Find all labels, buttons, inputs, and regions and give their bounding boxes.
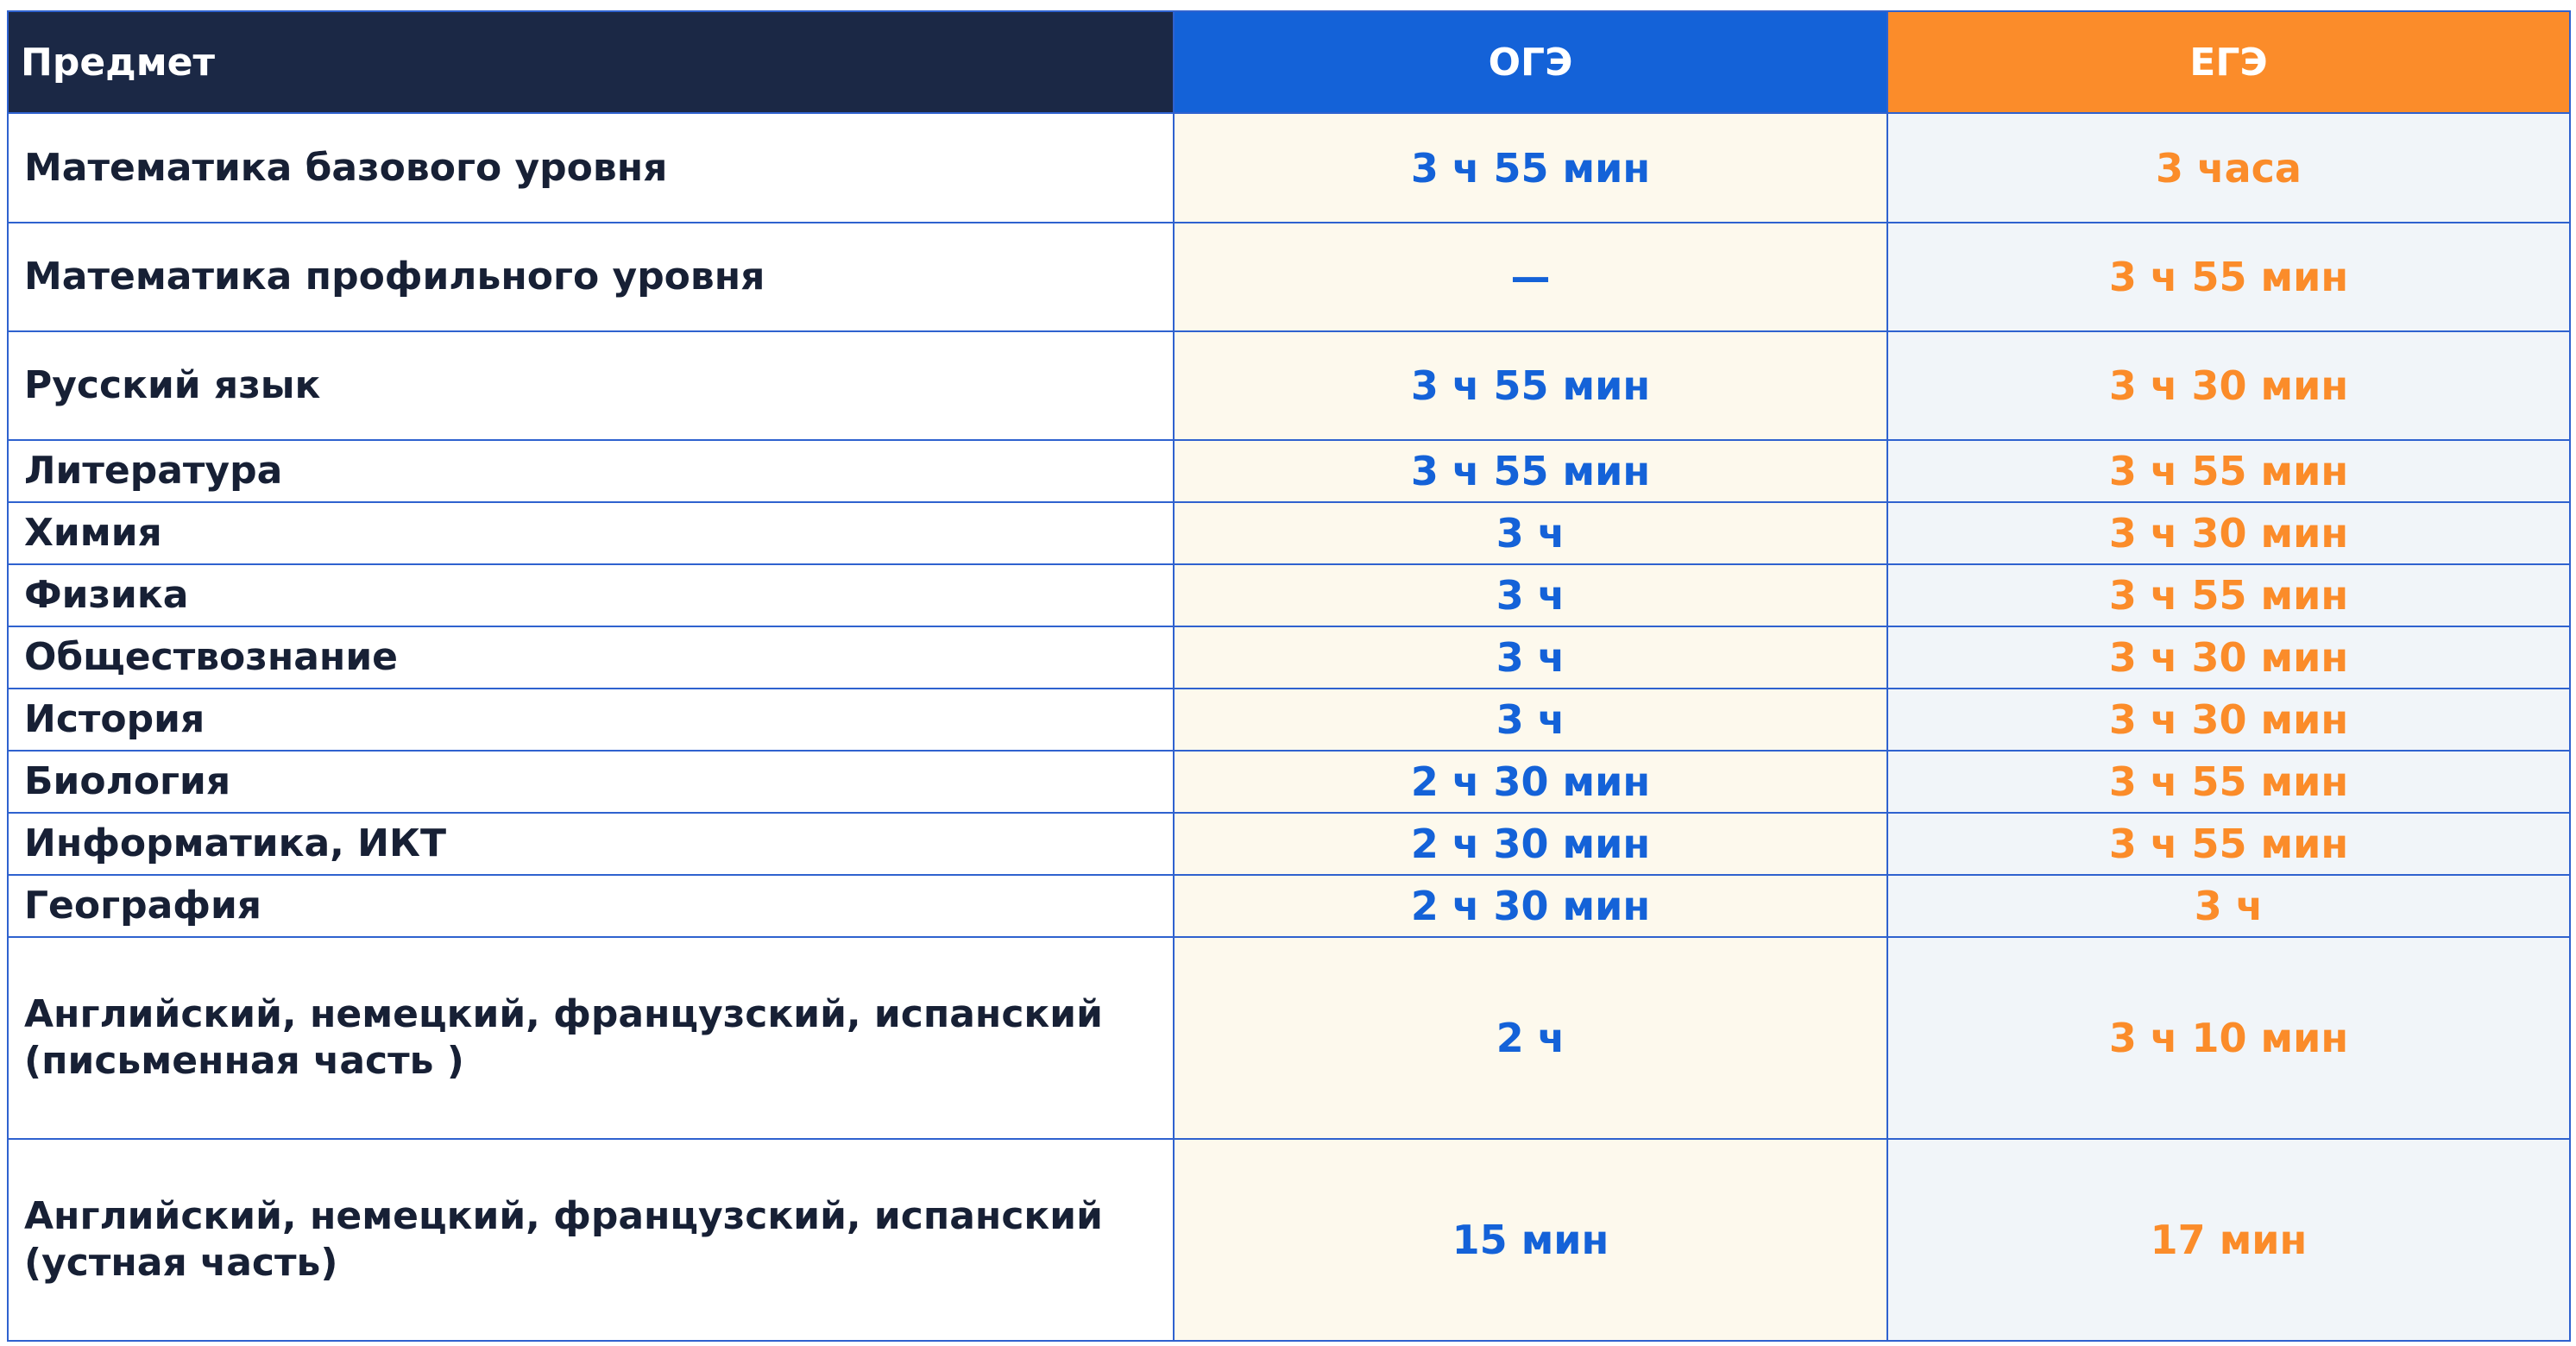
subject-cell: Химия [8, 502, 1174, 564]
ege-duration-cell: 3 часа [1887, 113, 2570, 223]
table-row [8, 502, 2570, 564]
header-ege: ЕГЭ [1887, 11, 2570, 113]
ege-duration-cell: 3 ч 30 мин [1887, 331, 2570, 440]
ege-duration-cell: 17 мин [1887, 1139, 2570, 1341]
oge-duration-cell: 2 ч [1174, 937, 1887, 1139]
header-oge: ОГЭ [1174, 11, 1887, 113]
subject-cell: Английский, немецкий, французский, испанский (письменная часть ) [8, 937, 1174, 1139]
ege-duration-cell: 3 ч 10 мин [1887, 937, 2570, 1139]
header-row [8, 11, 2570, 113]
table-row [8, 937, 2570, 1139]
ege-duration-cell: 3 ч 30 мин [1887, 502, 2570, 564]
table-row [8, 113, 2570, 223]
table-row [8, 1139, 2570, 1341]
subject-cell: Биология [8, 751, 1174, 813]
subject-cell: История [8, 689, 1174, 751]
oge-duration-cell: 3 ч [1174, 689, 1887, 751]
ege-duration-cell: 3 ч 55 мин [1887, 440, 2570, 502]
oge-duration-cell: — [1174, 223, 1887, 331]
oge-duration-cell: 15 мин [1174, 1139, 1887, 1341]
ege-duration-cell: 3 ч 30 мин [1887, 689, 2570, 751]
oge-duration-cell: 3 ч 55 мин [1174, 440, 1887, 502]
table-row [8, 223, 2570, 331]
ege-duration-cell: 3 ч 30 мин [1887, 626, 2570, 689]
ege-duration-cell: 3 ч [1887, 875, 2570, 937]
table-row [8, 875, 2570, 937]
ege-duration-cell: 3 ч 55 мин [1887, 751, 2570, 813]
oge-duration-cell: 3 ч [1174, 502, 1887, 564]
subject-cell: Математика базового уровня [8, 113, 1174, 223]
table-row [8, 564, 2570, 626]
header-subject: Предмет [8, 11, 1174, 113]
subject-cell: Физика [8, 564, 1174, 626]
oge-duration-cell: 3 ч [1174, 564, 1887, 626]
subject-cell: Литература [8, 440, 1174, 502]
subject-cell: Информатика, ИКТ [8, 813, 1174, 875]
subject-cell: Английский, немецкий, французский, испанский (устная часть) [8, 1139, 1174, 1341]
exam-duration-table [7, 10, 2571, 1342]
subject-cell: Русский язык [8, 331, 1174, 440]
subject-cell: География [8, 875, 1174, 937]
ege-duration-cell: 3 ч 55 мин [1887, 223, 2570, 331]
table-row [8, 689, 2570, 751]
table-row [8, 331, 2570, 440]
table-row [8, 813, 2570, 875]
table-row [8, 440, 2570, 502]
subject-cell: Математика профильного уровня [8, 223, 1174, 331]
subject-cell: Обществознание [8, 626, 1174, 689]
table-row [8, 751, 2570, 813]
table-header [8, 11, 2570, 113]
oge-duration-cell: 3 ч 55 мин [1174, 113, 1887, 223]
table-row [8, 626, 2570, 689]
oge-duration-cell: 2 ч 30 мин [1174, 813, 1887, 875]
oge-duration-cell: 3 ч [1174, 626, 1887, 689]
exam-duration-table-container [7, 10, 2569, 1342]
oge-duration-cell: 2 ч 30 мин [1174, 751, 1887, 813]
ege-duration-cell: 3 ч 55 мин [1887, 564, 2570, 626]
oge-duration-cell: 3 ч 55 мин [1174, 331, 1887, 440]
table-body [8, 113, 2570, 1341]
oge-duration-cell: 2 ч 30 мин [1174, 875, 1887, 937]
ege-duration-cell: 3 ч 55 мин [1887, 813, 2570, 875]
